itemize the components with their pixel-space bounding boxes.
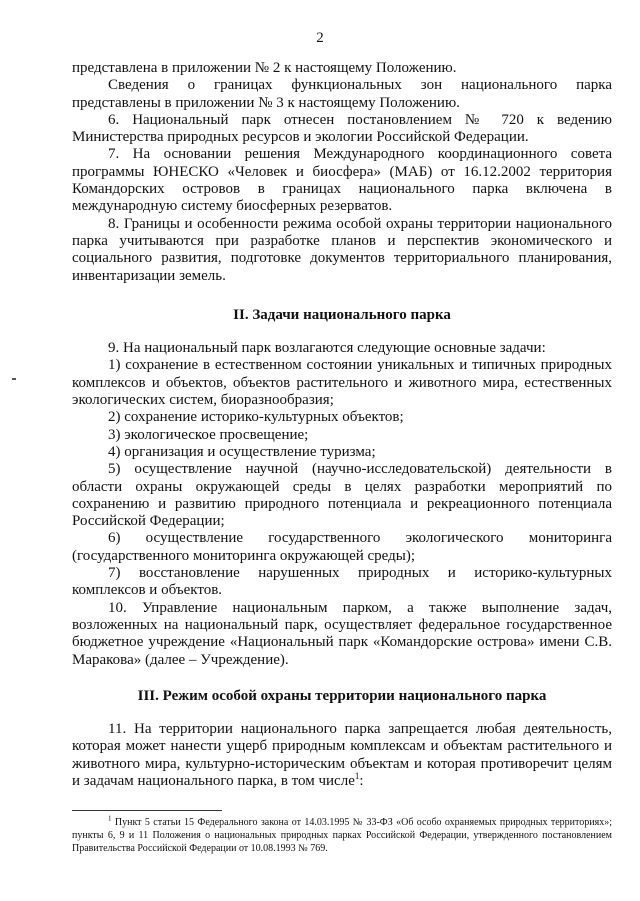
paragraph-11-text: 11. На территории национального парка запрещается любая деятельность, которая может нанести ущерб природным комплексам и объектам растительного и животного мира, культурно-историческим объектам и которая противоречит целям и задачам национального парка, в том числе xyxy=(72,721,612,789)
paragraph-continuation: представлена в приложении № 2 к настоящему Положению. xyxy=(72,60,457,76)
paragraph-11-end: : xyxy=(359,772,364,789)
paragraph-8: 8. Границы и особенности режима особой охраны территории национального парка учитываются при разработке планов и перспектив экономического и социального развития, подготовке документов территориального планирования, инвентаризации земель. xyxy=(72,215,612,284)
paragraph-9: 9. На национальный парк возлагаются следующие основные задачи: xyxy=(108,340,546,357)
task-item-6: 6) осуществление государственного экологического мониторинга (государственного мониторинга окружающей среды); xyxy=(72,530,612,564)
page-number: 2 xyxy=(316,30,324,46)
document-body xyxy=(72,60,612,790)
paragraph-11 xyxy=(72,721,612,790)
paragraph-zones-info: Сведения о границах функциональных зон национального парка представлены в приложении № 3 к настоящему Положению. xyxy=(72,77,612,111)
footnote-text: Пункт 5 статьи 15 Федерального закона от 14.03.1995 № 33-ФЗ «Об особо охраняемых природных территориях»; пункты 6, 9 и 11 Положения о национальных природных парках Российской Федерации, утвержденного постановлением Правительства Российской Федерации от 10.08.1993 № 769. xyxy=(72,817,612,854)
footnote xyxy=(72,816,612,855)
paragraph-10: 10. Управление национальным парком, а также выполнение задач, возложенных на национальный парк, осуществляет федеральное государственное бюджетное учреждение «Национальный парк «Командорские острова» имени С.В. Маракова» (далее – Учреждение). xyxy=(72,599,612,668)
task-item-4: 4) организация и осуществление туризма; xyxy=(108,443,376,460)
paragraph-6: 6. Национальный парк отнесен постановлением № 720 к ведению Министерства природных ресурсов и экологии Российской Федерации. xyxy=(72,111,612,146)
paragraph-7: 7. На основании решения Международного координационного совета программы ЮНЕСКО «Человек и биосфера» (МАБ) от 16.12.2002 территория Командорских островов в границах национального парка включена в международную систему биосферных резерватов. xyxy=(72,146,612,215)
section-3-heading: III. Режим особой охраны территории национального парка xyxy=(137,687,547,704)
section-2-heading: II. Задачи национального парка xyxy=(233,306,451,323)
task-item-5: 5) осуществление научной (научно-исследовательской) деятельности в области охраны окружающей среды в целях разработки мероприятий по сохранению и развитию природного потенциала и рекреационного потенциала Российской Федерации; xyxy=(72,461,612,530)
footnote-marker: 1 xyxy=(108,814,112,823)
task-item-1: 1) сохранение в естественном состоянии уникальных и типичных природных комплексов и объектов, объектов растительного и животного мира, естественных экологических систем, биоразнообразия; xyxy=(72,357,612,409)
task-item-7: 7) восстановление нарушенных природных и историко-культурных комплексов и объектов. xyxy=(72,565,612,599)
scan-artifact xyxy=(12,378,16,380)
footnote-separator xyxy=(72,810,222,811)
task-item-2: 2) сохранение историко-культурных объектов; xyxy=(108,409,404,426)
footnote-reference: 1 xyxy=(354,770,360,781)
task-item-3: 3) экологическое просвещение; xyxy=(108,426,309,443)
